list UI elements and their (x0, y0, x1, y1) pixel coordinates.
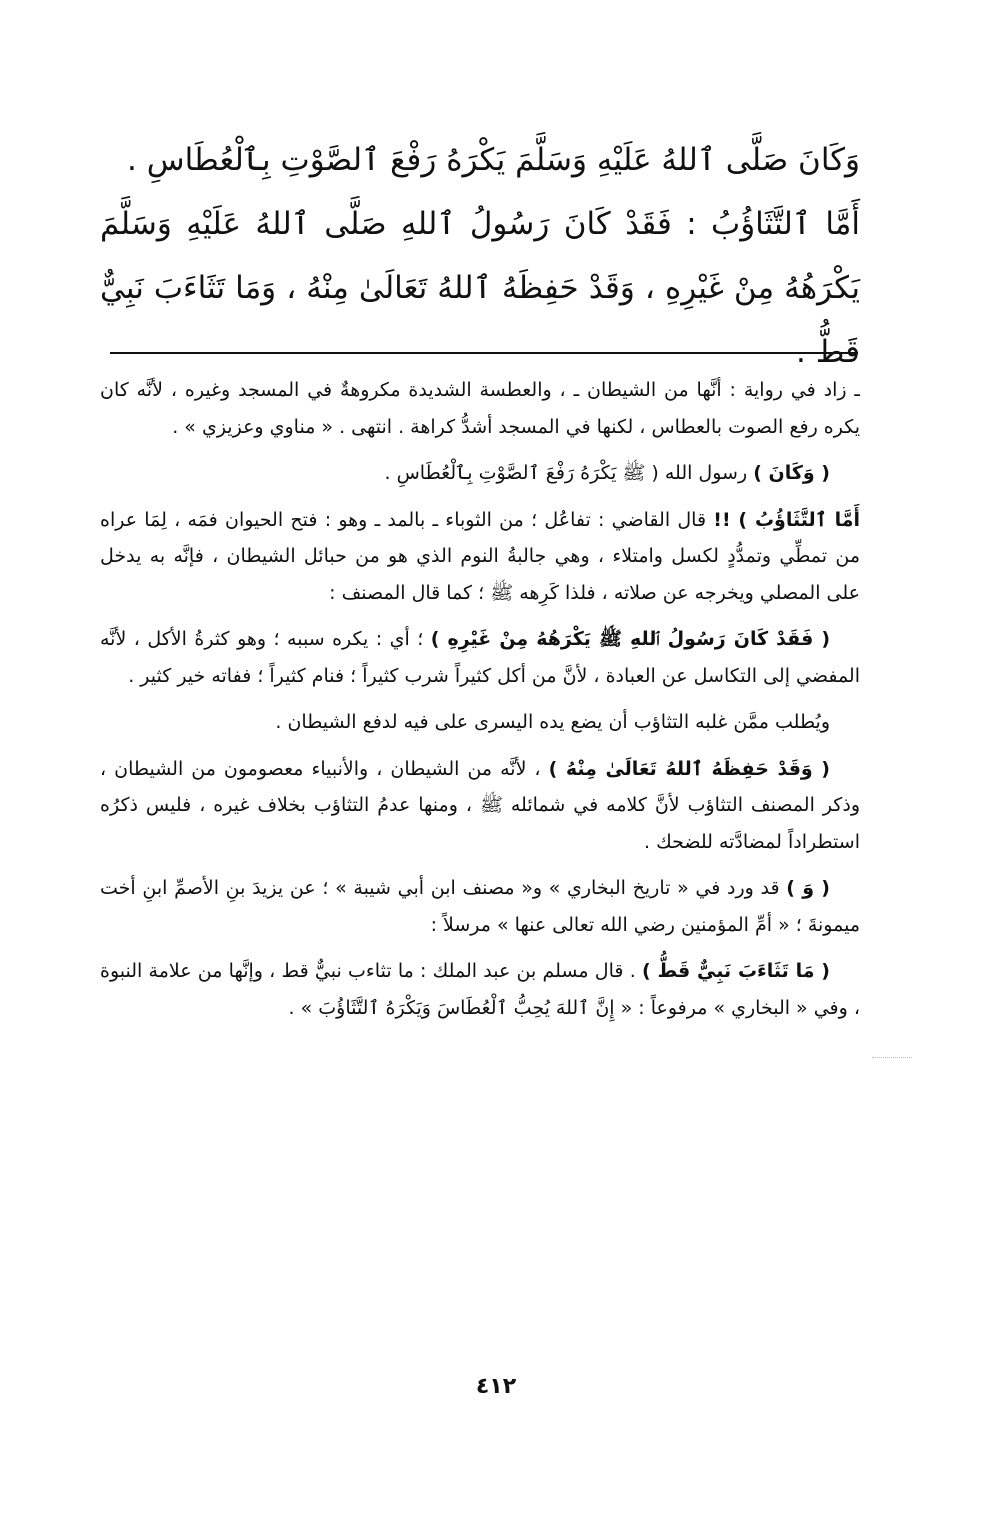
commentary-text: قال القاضي : تفاعُل ؛ من الثوباء ـ بالمد ـ وهو : فتح الحيوان فمَه ، لِمَا عراه من تمطِّي وتمدُّدٍ لكسل وامتلاء ، وهي جالبةُ النوم الذي هو من حبائل الشيطان ، فإنَّه به يدخل على المصلي ويخرجه عن صلاته ، فلذا كَرِهه ﷺ ؛ كما قال المصنف : (100, 508, 860, 604)
quoted-text: أَمَّا ٱلتَّثَاؤُبُ ) !! (713, 508, 860, 531)
commentary-text: . قال مسلم بن عبد الملك : ما تثاءب نبيٌّ قط ، وإنَّها من علامة النبوة ، وفي « البخاري » مرفوعاً : « إِنَّ ٱللهَ يُحِبُّ ٱلْعُطَاسَ وَيَكْرَهُ ٱلتَّثَاؤُبَ » . (100, 960, 860, 1019)
commentary-block (100, 372, 860, 1036)
quoted-text: ( وَكَانَ ) (753, 462, 830, 484)
main-text-line-1: وَكَانَ صَلَّى ٱللهُ عَلَيْهِ وَسَلَّمَ يَكْرَهُ رَفْعَ ٱلصَّوْتِ بِٱلْعُطَاسِ . (127, 142, 860, 178)
commentary-paragraph-3 (100, 502, 860, 612)
commentary-paragraph-8 (100, 953, 860, 1026)
commentary-text: ؛ أي : يكره سببه ؛ وهو كثرةُ الأكل ، لأنَّه المفضي إلى التكاسل عن العبادة ، لأنَّ من أكل كثيراً شرب كثيراً ؛ فنام كثيراً ؛ ففاته خير كثير . (100, 628, 860, 687)
main-text-block (100, 128, 860, 384)
commentary-text: قد ورد في « تاريخ البخاري » و« مصنف ابن أبي شيبة » ؛ عن يزيدَ بنِ الأصمِّ ابنِ أخت ميمونةَ ؛ « أمِّ المؤمنين رضي الله تعالى عنها » مرسلاً : (100, 877, 860, 936)
quoted-text: ( وَقَدْ حَفِظَهُ ٱللهُ تَعَالَىٰ مِنْهُ ) (548, 757, 830, 780)
quoted-text: ( مَا تَثَاءَبَ نَبِيٌّ قَطُّ ) (641, 960, 830, 982)
commentary-paragraph-4 (100, 621, 860, 694)
commentary-paragraph-2 (100, 455, 860, 492)
main-text-line-2: أَمَّا ٱلتَّثَاؤُبُ : فَقَدْ كَانَ رَسُولُ ٱللهِ صَلَّى ٱللهُ عَلَيْهِ وَسَلَّمَ يَكْرَهُهُ مِنْ غَيْرِهِ ، وَقَدْ حَفِظَهُ ٱللهُ تَعَالَىٰ مِنْهُ ، وَمَا تَثَاءَبَ نَبِيٌّ قَطُّ . (100, 206, 860, 370)
commentary-paragraph-5: ويُطلب ممَّن غلبه التثاؤب أن يضع يده اليسرى على فيه لدفع الشيطان . (275, 711, 830, 733)
commentary-text: رسول الله ( ﷺ يَكْرَهُ رَفْعَ ٱلصَّوْتِ بِٱلْعُطَاسِ . (384, 462, 754, 484)
quoted-text: ( فَقَدْ كَانَ رَسُولُ ٱللهِ ﷺ يَكْرَهُهُ مِنْ غَيْرِهِ ) (430, 628, 831, 650)
commentary-paragraph-6 (100, 751, 860, 861)
footnote-separator (110, 352, 858, 354)
commentary-paragraph-1: ـ زاد في رواية : أنَّها من الشيطان ـ ، والعطسة الشديدة مكروهةٌ في المسجد وغيره ، لأنَّه كان يكره رفع الصوت بالعطاس ، لكنها في المسجد أشدُّ كراهة . انتهى . « مناوي وعزيزي » . (100, 379, 860, 438)
commentary-paragraph-7 (100, 870, 860, 943)
commentary-text: ، لأنَّه من الشيطان ، والأنبياء معصومون من الشيطان ، وذكر المصنف التثاؤب لأنَّ كلامه في شمائله ﷺ ، ومنها عدمُ التثاؤب بخلاف غيره ، فليس ذكرُه استطراداً لمضادَّته للضحك . (100, 757, 860, 853)
margin-mark (872, 1057, 912, 1058)
quoted-text: ( وَ ) (786, 877, 830, 899)
page-number: ٤١٢ (475, 1374, 517, 1399)
